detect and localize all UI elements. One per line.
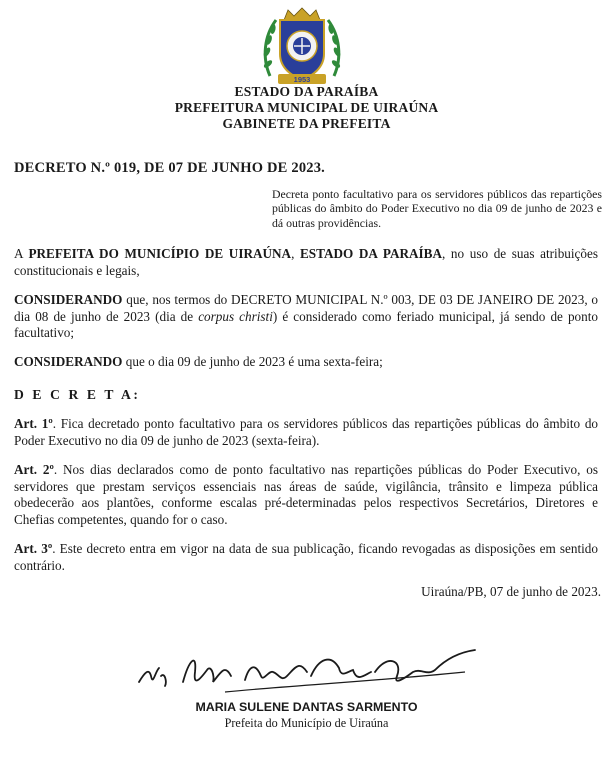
header-office: GABINETE DA PREFEITA	[222, 116, 391, 131]
considerando-paragraph-1: CONSIDERANDO que, nos termos do DECRETO MUNICIPAL N.º 003, DE 03 DE JANEIRO DE 2023, o dia 08 de junho de 2023 (dia de corpus christi) é considerado como feriado municipal, já sendo de ponto facultativo;	[14, 292, 599, 341]
handwritten-signature	[135, 642, 495, 704]
article-1: Art. 1º. Fica decretado ponto facultativo para os servidores públicos das repartições públicas do âmbito do Poder Executivo no dia 09 de junho de 2023 (sexta-feira).	[14, 416, 599, 448]
preamble-paragraph: A PREFEITA DO MUNICÍPIO DE UIRAÚNA, ESTADO DA PARAÍBA, no uso de suas atribuições constitucionais e legais,	[14, 246, 598, 278]
signatory-role: Prefeita do Município de Uiraúna	[224, 716, 389, 730]
article-2: Art. 2º. Nos dias declarados como de ponto facultativo nas repartições públicas do Poder Executivo, os servidores que prestam serviços essenciais nas áreas de saúde, vigilância, trânsito e limpeza pública obedecerão aos plantões, conforme escalas pré-determinadas pelos respectivos Secretários, Diretores e Chefias competentes, quando for o caso.	[14, 462, 599, 527]
decree-title: DECRETO N.º 019, DE 07 DE JUNHO DE 2023.	[14, 160, 326, 176]
header-prefecture: PREFEITURA MUNICIPAL DE UIRAÚNA	[174, 100, 439, 115]
article-3: Art. 3º. Este decreto entra em vigor na data de sua publicação, ficando revogadas as disposições em sentido contrário.	[14, 541, 598, 573]
header-state: ESTADO DA PARAÍBA	[234, 84, 379, 99]
signatory-name: MARIA SULENE DANTAS SARMENTO	[195, 700, 418, 714]
decreta-heading: D E C R E T A:	[14, 387, 141, 402]
crest-year: 1953	[293, 75, 311, 84]
considerando-paragraph-2: CONSIDERANDO que o dia 09 de junho de 2023 é uma sexta-feira;	[14, 354, 383, 369]
decree-ementa: Decreta ponto facultativo para os servidores públicos das repartições públicas do âmbito do Poder Executivo no dia 09 de junho de 2023 e dá outras providências.	[272, 187, 602, 230]
place-and-date: Uiraúna/PB, 07 de junho de 2023.	[421, 584, 601, 599]
coat-of-arms-icon	[256, 6, 348, 88]
